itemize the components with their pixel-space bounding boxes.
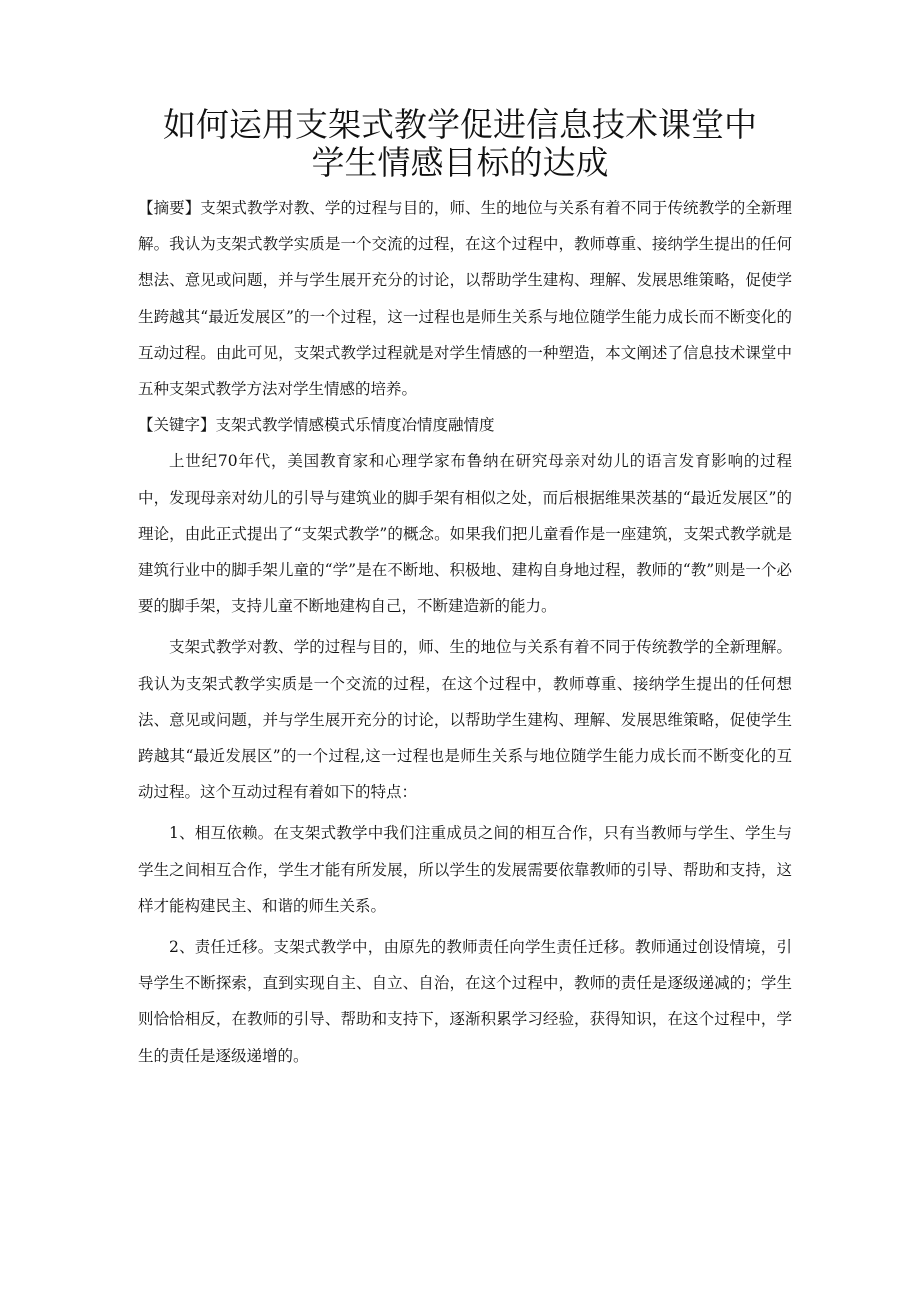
body-paragraph-2: 支架式教学对教、学的过程与目的，师、生的地位与关系有着不同于传统教学的全新理解。我认为支架式教学实质是一个交流的过程，在这个过程中，教师尊重、接纳学生提出的任何想法、意见或问题，并与学生展开充分的讨论，以帮助学生建构、理解、发展思维策略，促使学生跨越其“最近发展区”的一个过程,这一过程也是师生关系与地位随学生能力成长而不断变化的互动过程。这个互动过程有着如下的特点：: [138, 638, 792, 802]
abstract-paragraph: 【摘要】支架式教学对教、学的过程与目的，师、生的地位与关系有着不同于传统教学的全新理解。我认为支架式教学实质是一个交流的过程，在这个过程中，教师尊重、接纳学生提出的任何想法、意见或问题，并与学生展开充分的讨论，以帮助学生建构、理解、发展思维策略，促使学生跨越其“最近发展区”的一个过程，这一过程也是师生关系与地位随学生能力成长而不断变化的互动过程。由此可见，支架式教学过程就是对学生情感的一种塑造，本文阐述了信息技术课堂中五种支架式教学方法对学生情感的培养。: [138, 199, 792, 399]
body-paragraph-4: 2、责任迁移。支架式教学中，由原先的教师责任向学生责任迁移。教师通过创设情境，引导学生不断探索，直到实现自主、自立、自治，在这个过程中，教师的责任是逐级递减的；学生则恰恰相反，在教师的引导、帮助和支持下，逐渐积累学习经验，获得知识，在这个过程中，学生的责任是逐级递增的。: [138, 938, 792, 1065]
title-line-2: 学生情感目标的达成: [311, 143, 609, 182]
body-paragraph-3: 1、相互依赖。在支架式教学中我们注重成员之间的相互合作，只有当教师与学生、学生与学生之间相互合作，学生才能有所发展，所以学生的发展需要依靠教师的引导、帮助和支持，这样才能构建民主、和谐的师生关系。: [138, 824, 792, 915]
body-paragraph-1: 上世纪70年代，美国教育家和心理学家布鲁纳在研究母亲对幼儿的语言发育影响的过程中，发现母亲对幼儿的引导与建筑业的脚手架有相似之处，而后根据维果茨基的“最近发展区”的理论，由此正式提出了“支架式教学”的概念。如果我们把儿童看作是一座建筑，支架式教学就是建筑行业中的脚手架儿童的“学”是在不断地、积极地、建构自身地过程，教师的“教”则是一个必要的脚手架，支持儿童不断地建构自己，不断建造新的能力。: [138, 452, 792, 616]
keywords-paragraph: 【关键字】支架式教学情感模式乐情度冶情度融情度: [138, 416, 495, 435]
document-body: [138, 190, 792, 1074]
title-line-1: 如何运用支架式教学促进信息技术课堂中: [163, 105, 757, 144]
document-title: [120, 106, 800, 182]
